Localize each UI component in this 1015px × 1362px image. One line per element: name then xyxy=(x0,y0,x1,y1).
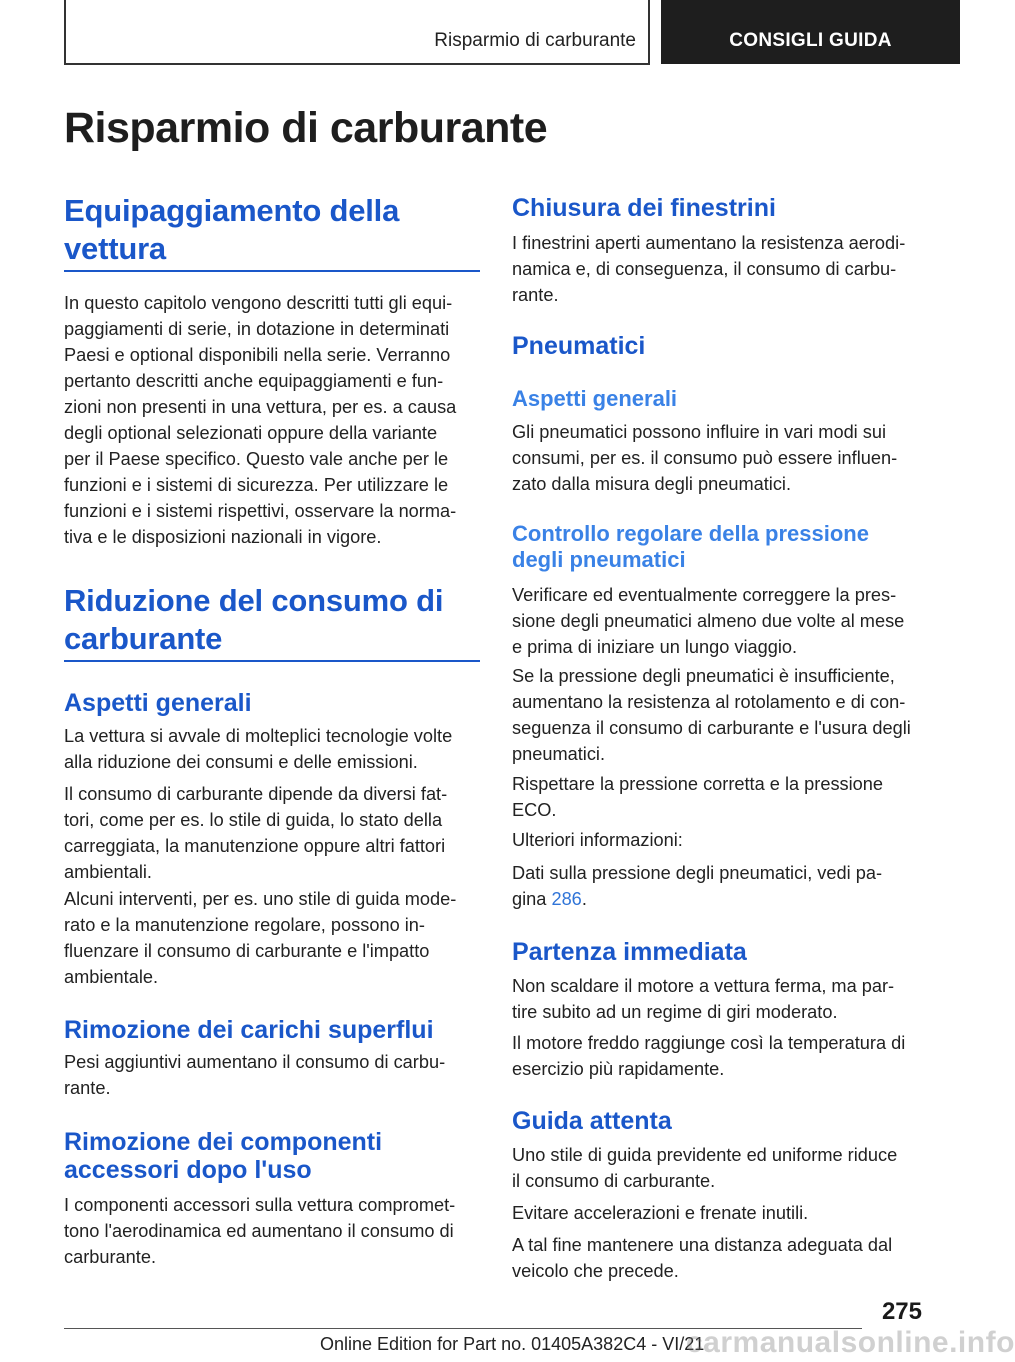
text-line: Uno stile di guida previdente ed uniforme riduce xyxy=(512,1145,898,1165)
start-paragraph-1 xyxy=(512,973,894,1025)
windows-paragraph xyxy=(512,230,905,308)
windows-heading: Chiusura dei finestrini xyxy=(512,194,776,222)
careful-heading: Guida attenta xyxy=(512,1107,672,1135)
text-line: ambientali. xyxy=(64,862,152,882)
text-line: ECO. xyxy=(512,800,557,820)
text-line: Non scaldare il motore a vettura ferma, ma par‐ xyxy=(512,976,895,996)
text-line: degli optional selezionati oppure della variante xyxy=(64,423,438,443)
text-line: I componenti accessori sulla vettura compromet‐ xyxy=(64,1195,456,1215)
page-number: 275 xyxy=(881,1298,922,1325)
text-line: funzioni e i sistemi rispettivi, osservare la norma‐ xyxy=(64,501,457,521)
header-section-title: Risparmio di carburante xyxy=(434,30,636,51)
text-line: La vettura si avvale di molteplici tecnologie volte xyxy=(64,726,453,746)
text-line: zioni non presenti in una vettura, per es. a causa xyxy=(64,397,457,417)
text-line: namica e, di conseguenza, il consumo di carbu‐ xyxy=(512,259,897,279)
footer-edition: Online Edition for Part no. 01405A382C4 - VI/21 xyxy=(320,1334,705,1354)
text-line: In questo capitolo vengono descritti tutti gli equi‐ xyxy=(64,293,453,313)
general-heading: Aspetti generali xyxy=(64,689,252,717)
start-heading: Partenza immediata xyxy=(512,938,747,966)
text-line: ambientale. xyxy=(64,967,159,987)
accessories-heading xyxy=(64,1128,382,1184)
text-line: Pesi aggiuntivi aumentano il consumo di carbu‐ xyxy=(64,1052,446,1072)
tyres-general-paragraph xyxy=(512,419,897,497)
text-line: e prima di iniziare un lungo viaggio. xyxy=(512,637,798,657)
header-divider xyxy=(648,0,650,64)
page-header xyxy=(0,0,960,66)
text-line: paggiamenti di serie, in dotazione in determinati xyxy=(64,319,450,339)
reduction-heading-line: Riduzione del consumo di xyxy=(64,583,444,618)
text-line: il consumo di carburante. xyxy=(512,1171,716,1191)
text-line: rato e la manutenzione regolare, possono in‐ xyxy=(64,915,425,935)
text-line: Alcuni interventi, per es. uno stile di guida mode‐ xyxy=(64,889,457,909)
text-line: rante. xyxy=(512,285,559,305)
text-line: tire subito ad un regime di giri moderato. xyxy=(512,1002,838,1022)
text-line: funzioni e i sistemi di sicurezza. Per utilizzare le xyxy=(64,475,449,495)
equipment-heading-line: vettura xyxy=(64,231,166,266)
equipment-heading xyxy=(64,192,399,268)
general-paragraph-2 xyxy=(64,781,447,885)
careful-paragraph-3 xyxy=(512,1232,892,1284)
text-line: Rispettare la pressione corretta e la pressione xyxy=(512,774,884,794)
text-line: Verificare ed eventualmente correggere la pres‐ xyxy=(512,585,897,605)
text-line: Gli pneumatici possono influire in vari modi sui xyxy=(512,422,887,442)
loads-heading: Rimozione dei carichi superflui xyxy=(64,1016,434,1044)
reduction-heading-line: carburante xyxy=(64,621,223,656)
pressure-heading-line: Controllo regolare della pressione xyxy=(512,521,869,546)
text-line: per il Paese specifico. Questo vale anche per le xyxy=(64,449,449,469)
text-line: seguenza il consumo di carburante e l'usura degli xyxy=(512,718,911,738)
pressure-paragraph-5 xyxy=(512,860,882,912)
text-line: rante. xyxy=(64,1078,111,1098)
text-line: sione degli pneumatici almeno due volte al mese xyxy=(512,611,905,631)
equipment-heading-line: Equipaggiamento della xyxy=(64,193,400,228)
text-line xyxy=(512,886,882,912)
text-line: carburante. xyxy=(64,1247,157,1267)
text-line: pneumatici. xyxy=(512,744,606,764)
text-line: tiva e le disposizioni nazionali in vigore. xyxy=(64,527,382,547)
text-line: Dati sulla pressione degli pneumatici, vedi pa‐ xyxy=(512,863,883,883)
watermark: carmanualsonline.info xyxy=(686,1326,1015,1359)
heading-rule xyxy=(64,270,480,272)
text-line: A tal fine mantenere una distanza adeguata dal xyxy=(512,1235,893,1255)
chapter-tab[interactable] xyxy=(661,0,960,64)
pressure-heading xyxy=(512,521,869,573)
loads-paragraph xyxy=(64,1049,445,1101)
tyres-general-heading: Aspetti generali xyxy=(512,386,678,411)
general-paragraph-3 xyxy=(64,886,456,990)
page-reference-link[interactable]: 286 xyxy=(551,889,582,909)
start-paragraph-2 xyxy=(512,1030,905,1082)
accessories-paragraph xyxy=(64,1192,455,1270)
accessories-heading-line: accessori dopo l'uso xyxy=(64,1156,312,1184)
text-line: Paesi e optional disponibili nella serie. Verranno xyxy=(64,345,451,365)
pressure-paragraph-3 xyxy=(512,771,883,823)
reduction-heading xyxy=(64,582,443,658)
header-bottom-rule xyxy=(64,63,650,65)
text-line: carreggiata, la manutenzione oppure altri fattori xyxy=(64,836,446,856)
text-line: Il consumo di carburante dipende da diversi fat‐ xyxy=(64,784,448,804)
text-line: tono l'aerodinamica ed aumentano il consumo di xyxy=(64,1221,454,1241)
text-line: consumi, per es. il consumo può essere influen‐ xyxy=(512,448,898,468)
general-paragraph-1 xyxy=(64,723,452,775)
text-line: esercizio più rapidamente. xyxy=(512,1059,725,1079)
header-left-rule xyxy=(64,0,66,64)
accessories-heading-line: Rimozione dei componenti xyxy=(64,1128,383,1156)
pressure-paragraph-1 xyxy=(512,582,904,660)
text-line: Il motore freddo raggiunge così la temperatura di xyxy=(512,1033,906,1053)
text-line: veicolo che precede. xyxy=(512,1261,679,1281)
careful-paragraph-1 xyxy=(512,1142,897,1194)
chapter-tab-label: CONSIGLI GUIDA xyxy=(729,30,892,51)
tyres-heading: Pneumatici xyxy=(512,332,646,360)
text-line: fluenzare il consumo di carburante e l'impatto xyxy=(64,941,430,961)
text-fragment: gina xyxy=(512,889,552,909)
text-line: aumentano la resistenza al rotolamento e di con‐ xyxy=(512,692,906,712)
text-line: I finestrini aperti aumentano la resistenza aerodi‐ xyxy=(512,233,906,253)
equipment-paragraph xyxy=(64,290,456,550)
text-line: Se la pressione degli pneumatici è insufficiente, xyxy=(512,666,895,686)
text-line: zato dalla misura degli pneumatici. xyxy=(512,474,792,494)
text-line: alla riduzione dei consumi e delle emissioni. xyxy=(64,752,418,772)
text-line: tori, come per es. lo stile di guida, lo stato della xyxy=(64,810,443,830)
text-fragment: . xyxy=(581,889,587,909)
pressure-paragraph-4: Ulteriori informazioni: xyxy=(512,830,683,850)
careful-paragraph-2: Evitare accelerazioni e frenate inutili. xyxy=(512,1203,809,1223)
pressure-paragraph-2 xyxy=(512,663,911,767)
page-title: Risparmio di carburante xyxy=(64,104,548,152)
pressure-heading-line: degli pneumatici xyxy=(512,547,686,572)
text-line: pertanto descritti anche equipaggiamenti e fun‐ xyxy=(64,371,444,391)
heading-rule xyxy=(64,660,480,662)
